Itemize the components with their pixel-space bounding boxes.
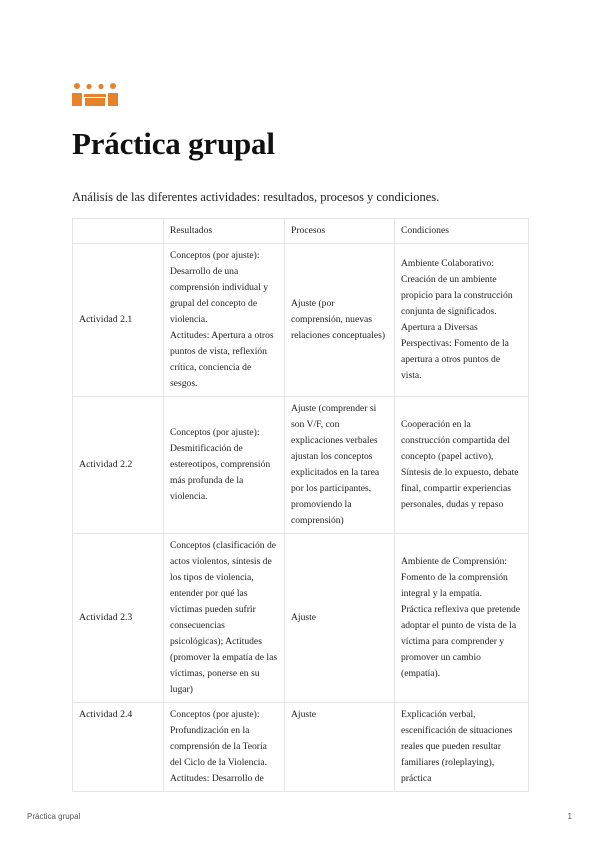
table-row: [73, 244, 529, 397]
page-title: Práctica grupal: [72, 126, 275, 161]
procesos-cell: Ajuste (por comprensión, nuevas relaciones conceptuales): [285, 244, 395, 397]
activity-label: Actividad 2.4: [73, 703, 164, 792]
procesos-cell: Ajuste: [285, 703, 395, 792]
resultados-cell: Conceptos (por ajuste): Desarrollo de una comprensión individual y grupal del concepto de violencia. Actitudes: Apertura a otros puntos de vista, reflexión crítica, conciencia de sesgos.: [164, 244, 285, 397]
table-header-row: [73, 219, 529, 244]
header-resultados: Resultados: [164, 219, 285, 244]
resultados-cell: Conceptos (por ajuste): Desmitificación de estereotipos, comprensión más profunda de la violencia.: [164, 397, 285, 534]
footer-page-number: 1: [567, 812, 572, 821]
activity-label: Actividad 2.2: [73, 397, 164, 534]
condiciones-cell: Cooperación en la construcción compartida del concepto (papel activo), Síntesis de lo expuesto, debate final, compartir experiencias personales, dudas y repaso: [395, 397, 529, 534]
condiciones-cell: Ambiente de Comprensión: Fomento de la comprensión integral y la empatía. Práctica reflexiva que pretende adoptar el punto de vista de la víctima para comprender y promover un cambio (empatía).: [395, 534, 529, 703]
table-row: [73, 397, 529, 534]
activity-label: Actividad 2.3: [73, 534, 164, 703]
resultados-cell: Conceptos (por ajuste): Profundización en la comprensión de la Teoría del Ciclo de la Violencia. Actitudes: Desarrollo de: [164, 703, 285, 792]
condiciones-cell: Ambiente Colaborativo: Creación de un ambiente propicio para la construcción conjunta de significados. Apertura a Diversas Perspectivas: Fomento de la apertura a otros puntos de vista.: [395, 244, 529, 397]
activity-label: Actividad 2.1: [73, 244, 164, 397]
procesos-cell: Ajuste: [285, 534, 395, 703]
table-row: [73, 534, 529, 703]
condiciones-cell: Explicación verbal, escenificación de situaciones reales que pueden resultar familiares (roleplaying), práctica: [395, 703, 529, 792]
header-empty: [73, 219, 164, 244]
page-subtitle: Análisis de las diferentes actividades: resultados, procesos y condiciones.: [72, 190, 440, 204]
activities-table: [72, 218, 529, 792]
header-condiciones: Condiciones: [395, 219, 529, 244]
procesos-cell: Ajuste (comprender si son V/F, con explicaciones verbales ajustan los conceptos explicitados en la tarea por los participantes, promoviendo la comprensión): [285, 397, 395, 534]
header-procesos: Procesos: [285, 219, 395, 244]
resultados-cell: Conceptos (clasificación de actos violentos, síntesis de los tipos de violencia, entender por qué las víctimas pueden sufrir consecuencias psicológicas); Actitudes (promover la empatía de las víctimas, ponerse en su lugar): [164, 534, 285, 703]
table-row: [73, 703, 529, 792]
footer-doc-title: Práctica grupal: [27, 812, 81, 821]
